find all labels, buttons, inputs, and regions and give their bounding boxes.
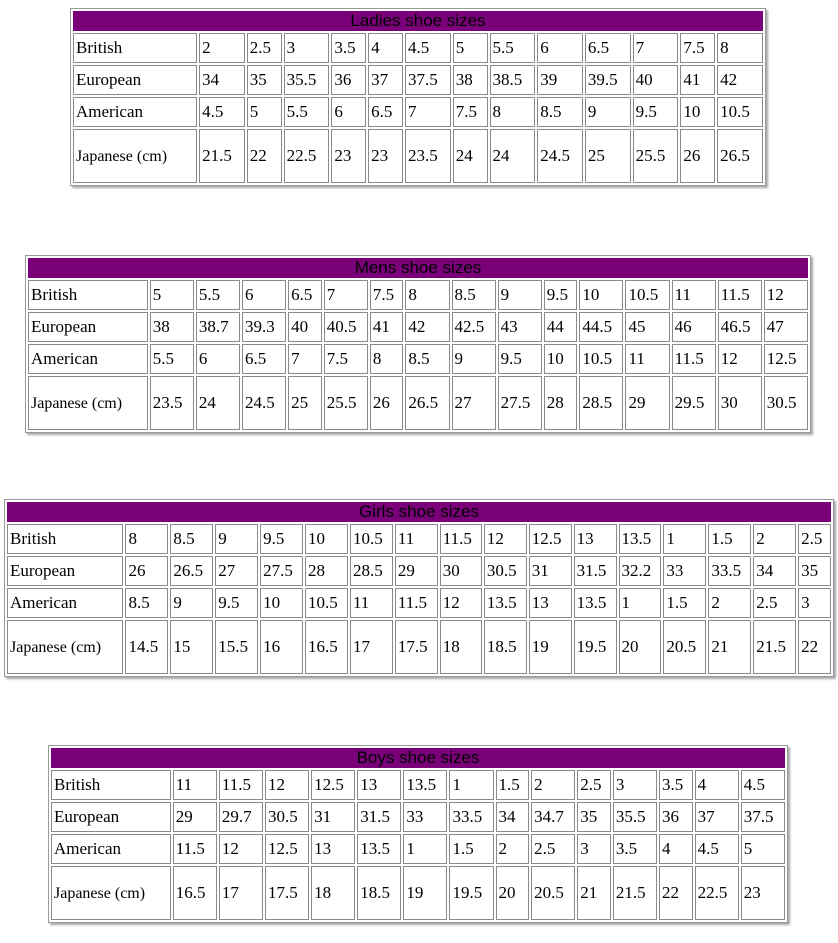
size-cell: 38 [150,312,194,342]
size-cell: 22 [247,129,282,183]
table-title-row [51,748,785,768]
size-cell: 12 [440,588,482,618]
size-cell: 34 [199,65,245,95]
size-cell: 27.5 [498,376,542,430]
size-cell: 13 [574,524,617,554]
table-row [73,129,763,183]
row-label: Japanese (cm) [7,620,123,674]
size-cell: 35.5 [613,802,657,832]
size-cell: 12.5 [764,344,808,374]
size-cell: 17.5 [395,620,438,674]
size-cell: 11 [173,770,217,800]
size-cell: 26 [680,129,715,183]
table-row [7,588,831,618]
size-cell: 15.5 [215,620,258,674]
table-row [73,65,763,95]
row-label: American [7,588,123,618]
size-cell: 38.5 [490,65,536,95]
size-cell: 2.5 [531,834,575,864]
size-cell: 1.5 [449,834,493,864]
size-cell: 5 [453,33,488,63]
size-cell: 1 [449,770,493,800]
size-cell: 5.5 [490,33,536,63]
row-label: Japanese (cm) [28,376,148,430]
size-cell: 37.5 [741,802,785,832]
size-cell: 39.5 [585,65,631,95]
size-cell: 18 [440,620,482,674]
size-cell: 7.5 [324,344,368,374]
size-cell: 10.5 [579,344,623,374]
size-cell: 7 [405,97,451,127]
size-cell: 11.5 [718,280,762,310]
size-cell: 9 [585,97,631,127]
table-row [7,524,831,554]
size-cell: 12 [219,834,263,864]
size-cell: 8 [370,344,404,374]
size-cell: 27.5 [260,556,303,586]
size-cell: 16.5 [305,620,348,674]
size-cell: 8 [490,97,536,127]
row-label: British [7,524,123,554]
size-cell: 33 [403,802,447,832]
size-cell: 6.5 [242,344,286,374]
table-row [51,770,785,800]
size-cell: 9 [498,280,542,310]
size-cell: 44.5 [579,312,623,342]
size-cell: 16 [260,620,303,674]
size-cell: 3 [798,588,831,618]
size-cell: 42 [405,312,449,342]
size-cell: 9 [452,344,496,374]
size-cell: 18.5 [484,620,527,674]
size-cell: 6 [196,344,240,374]
size-cell: 13.5 [357,834,401,864]
size-cell: 21.5 [613,866,657,920]
size-cell: 3 [577,834,611,864]
size-cell: 10.5 [717,97,763,127]
size-cell: 8 [405,280,449,310]
size-cell: 4.5 [741,770,785,800]
size-cell: 33 [663,556,706,586]
size-cell: 2 [753,524,796,554]
size-cell: 9.5 [498,344,542,374]
size-cell: 28 [544,376,578,430]
size-cell: 36 [659,802,693,832]
size-cell: 35 [798,556,831,586]
size-cell: 15 [170,620,213,674]
size-cell: 11.5 [440,524,482,554]
size-cell: 20 [619,620,662,674]
size-cell: 7 [288,344,322,374]
boys-size-table [48,745,788,923]
size-cell: 40.5 [324,312,368,342]
size-cell: 13.5 [574,588,617,618]
size-cell: 4 [659,834,693,864]
size-cell: 46.5 [718,312,762,342]
row-label: European [51,802,171,832]
size-cell: 20.5 [663,620,706,674]
size-cell: 29.5 [672,376,716,430]
size-cell: 12 [484,524,527,554]
size-cell: 24.5 [537,129,583,183]
size-cell: 3 [284,33,330,63]
size-cell: 1.5 [663,588,706,618]
size-cell: 25.5 [633,129,679,183]
size-cell: 12.5 [529,524,572,554]
row-label: British [51,770,171,800]
size-cell: 31 [529,556,572,586]
size-cell: 8.5 [452,280,496,310]
size-cell: 33.5 [708,556,751,586]
size-cell: 11 [672,280,716,310]
mens-size-table [25,255,811,433]
size-cell: 8.5 [405,344,449,374]
size-cell: 8 [717,33,763,63]
size-cell: 37 [368,65,403,95]
size-cell: 11 [625,344,669,374]
size-cell: 6 [242,280,286,310]
size-cell: 19 [403,866,447,920]
size-cell: 9.5 [260,524,303,554]
size-cell: 9.5 [215,588,258,618]
size-cell: 16.5 [173,866,217,920]
size-cell: 12.5 [265,834,309,864]
table-row [51,834,785,864]
size-cell: 34.7 [531,802,575,832]
size-cell: 37.5 [405,65,451,95]
size-cell: 25 [288,376,322,430]
size-cell: 13 [311,834,355,864]
size-cell: 39 [537,65,583,95]
size-cell: 7.5 [453,97,488,127]
size-cell: 10 [579,280,623,310]
size-cell: 2 [531,770,575,800]
size-cell: 26.5 [170,556,213,586]
size-cell: 29.7 [219,802,263,832]
size-cell: 10 [305,524,348,554]
size-cell: 12.5 [311,770,355,800]
size-cell: 38.7 [196,312,240,342]
size-cell: 25 [585,129,631,183]
table-row [51,802,785,832]
size-cell: 36 [331,65,366,95]
size-cell: 1 [619,588,662,618]
size-cell: 12 [265,770,309,800]
size-cell: 4 [695,770,739,800]
size-cell: 39.3 [242,312,286,342]
size-cell: 26 [370,376,404,430]
size-cell: 18 [311,866,355,920]
size-cell: 1.5 [496,770,530,800]
size-cell: 28.5 [350,556,393,586]
row-label: American [73,97,197,127]
row-label: Japanese (cm) [73,129,197,183]
size-cell: 3.5 [331,33,366,63]
row-label: British [73,33,197,63]
row-label: Japanese (cm) [51,866,171,920]
table-title: Mens shoe sizes [28,258,808,278]
size-cell: 17 [219,866,263,920]
size-cell: 23 [368,129,403,183]
size-cell: 46 [672,312,716,342]
size-cell: 43 [498,312,542,342]
size-cell: 2.5 [798,524,831,554]
size-cell: 5.5 [150,344,194,374]
ladies-size-table [70,8,766,186]
size-cell: 13 [529,588,572,618]
size-cell: 1.5 [708,524,751,554]
size-cell: 22.5 [284,129,330,183]
table-title: Girls shoe sizes [7,502,831,522]
size-cell: 7.5 [370,280,404,310]
size-cell: 6.5 [585,33,631,63]
size-cell: 23 [331,129,366,183]
table-row [73,97,763,127]
size-cell: 17 [350,620,393,674]
size-cell: 18.5 [357,866,401,920]
size-cell: 20.5 [531,866,575,920]
size-cell: 11.5 [395,588,438,618]
size-cell: 13.5 [619,524,662,554]
table-row [28,344,808,374]
size-cell: 22 [659,866,693,920]
size-cell: 2 [708,588,751,618]
size-cell: 10 [544,344,578,374]
size-cell: 40 [633,65,679,95]
row-label: European [7,556,123,586]
size-cell: 10 [680,97,715,127]
size-cell: 35 [577,802,611,832]
size-cell: 14.5 [125,620,168,674]
table-row [73,33,763,63]
size-cell: 11.5 [173,834,217,864]
size-cell: 19.5 [449,866,493,920]
size-cell: 31.5 [357,802,401,832]
size-cell: 9 [215,524,258,554]
size-cell: 8.5 [537,97,583,127]
table-title: Boys shoe sizes [51,748,785,768]
table-row [28,280,808,310]
size-cell: 45 [625,312,669,342]
size-cell: 34 [496,802,530,832]
size-cell: 42 [717,65,763,95]
size-cell: 30.5 [484,556,527,586]
size-cell: 23 [741,866,785,920]
size-cell: 31 [311,802,355,832]
size-cell: 26.5 [717,129,763,183]
size-cell: 8.5 [125,588,168,618]
size-cell: 10.5 [350,524,393,554]
girls-size-table [4,499,834,677]
size-cell: 19 [529,620,572,674]
size-cell: 6 [331,97,366,127]
table-row [28,312,808,342]
size-cell: 9 [170,588,213,618]
size-cell: 24 [196,376,240,430]
table-row [7,556,831,586]
size-cell: 6 [537,33,583,63]
size-cell: 24 [490,129,536,183]
size-cell: 10.5 [305,588,348,618]
size-cell: 13.5 [403,770,447,800]
size-cell: 21 [577,866,611,920]
row-label: American [51,834,171,864]
table-row [7,620,831,674]
size-cell: 30 [718,376,762,430]
size-cell: 11 [395,524,438,554]
size-cell: 4.5 [405,33,451,63]
size-cell: 40 [288,312,322,342]
size-cell: 3.5 [659,770,693,800]
size-cell: 3 [613,770,657,800]
size-cell: 44 [544,312,578,342]
size-cell: 2.5 [247,33,282,63]
row-label: American [28,344,148,374]
size-cell: 37 [695,802,739,832]
size-cell: 8 [125,524,168,554]
size-cell: 47 [764,312,808,342]
size-cell: 30.5 [265,802,309,832]
size-cell: 21.5 [753,620,796,674]
size-cell: 24 [453,129,488,183]
size-cell: 29 [173,802,217,832]
size-cell: 22 [798,620,831,674]
size-cell: 8.5 [170,524,213,554]
size-cell: 23.5 [405,129,451,183]
size-cell: 19.5 [574,620,617,674]
size-cell: 10.5 [625,280,669,310]
size-cell: 22.5 [695,866,739,920]
size-cell: 28.5 [579,376,623,430]
size-cell: 28 [305,556,348,586]
size-cell: 35 [247,65,282,95]
size-cell: 33.5 [449,802,493,832]
size-cell: 29 [625,376,669,430]
size-cell: 3.5 [613,834,657,864]
size-cell: 11 [350,588,393,618]
size-cell: 2.5 [753,588,796,618]
size-cell: 13.5 [484,588,527,618]
size-cell: 26 [125,556,168,586]
size-cell: 7.5 [680,33,715,63]
size-cell: 4 [368,33,403,63]
size-cell: 6.5 [368,97,403,127]
size-cell: 41 [680,65,715,95]
size-cell: 12 [764,280,808,310]
size-cell: 4.5 [695,834,739,864]
row-label: European [28,312,148,342]
size-cell: 1 [403,834,447,864]
size-cell: 26.5 [405,376,449,430]
size-cell: 5.5 [196,280,240,310]
size-cell: 25.5 [324,376,368,430]
size-cell: 38 [453,65,488,95]
size-cell: 32.2 [619,556,662,586]
size-cell: 29 [395,556,438,586]
table-title-row [28,258,808,278]
table-title-row [73,11,763,31]
size-cell: 17.5 [265,866,309,920]
size-cell: 5 [741,834,785,864]
table-title: Ladies shoe sizes [73,11,763,31]
size-cell: 35.5 [284,65,330,95]
size-cell: 30 [440,556,482,586]
size-cell: 41 [370,312,404,342]
table-row [28,376,808,430]
size-cell: 21 [708,620,751,674]
size-cell: 7 [633,33,679,63]
size-cell: 5.5 [284,97,330,127]
size-cell: 12 [718,344,762,374]
size-cell: 6.5 [288,280,322,310]
size-cell: 23.5 [150,376,194,430]
row-label: European [73,65,197,95]
size-cell: 24.5 [242,376,286,430]
size-cell: 10 [260,588,303,618]
size-cell: 27 [452,376,496,430]
size-cell: 34 [753,556,796,586]
size-cell: 1 [663,524,706,554]
size-cell: 31.5 [574,556,617,586]
size-cell: 2.5 [577,770,611,800]
size-cell: 4.5 [199,97,245,127]
size-cell: 20 [496,866,530,920]
size-cell: 11.5 [219,770,263,800]
size-cell: 21.5 [199,129,245,183]
size-cell: 27 [215,556,258,586]
row-label: British [28,280,148,310]
table-row [51,866,785,920]
size-cell: 5 [150,280,194,310]
size-cell: 42.5 [452,312,496,342]
size-cell: 2 [199,33,245,63]
size-cell: 2 [496,834,530,864]
table-title-row [7,502,831,522]
size-cell: 13 [357,770,401,800]
size-cell: 9.5 [633,97,679,127]
size-cell: 5 [247,97,282,127]
size-cell: 30.5 [764,376,808,430]
size-cell: 7 [324,280,368,310]
size-cell: 9.5 [544,280,578,310]
size-cell: 11.5 [672,344,716,374]
